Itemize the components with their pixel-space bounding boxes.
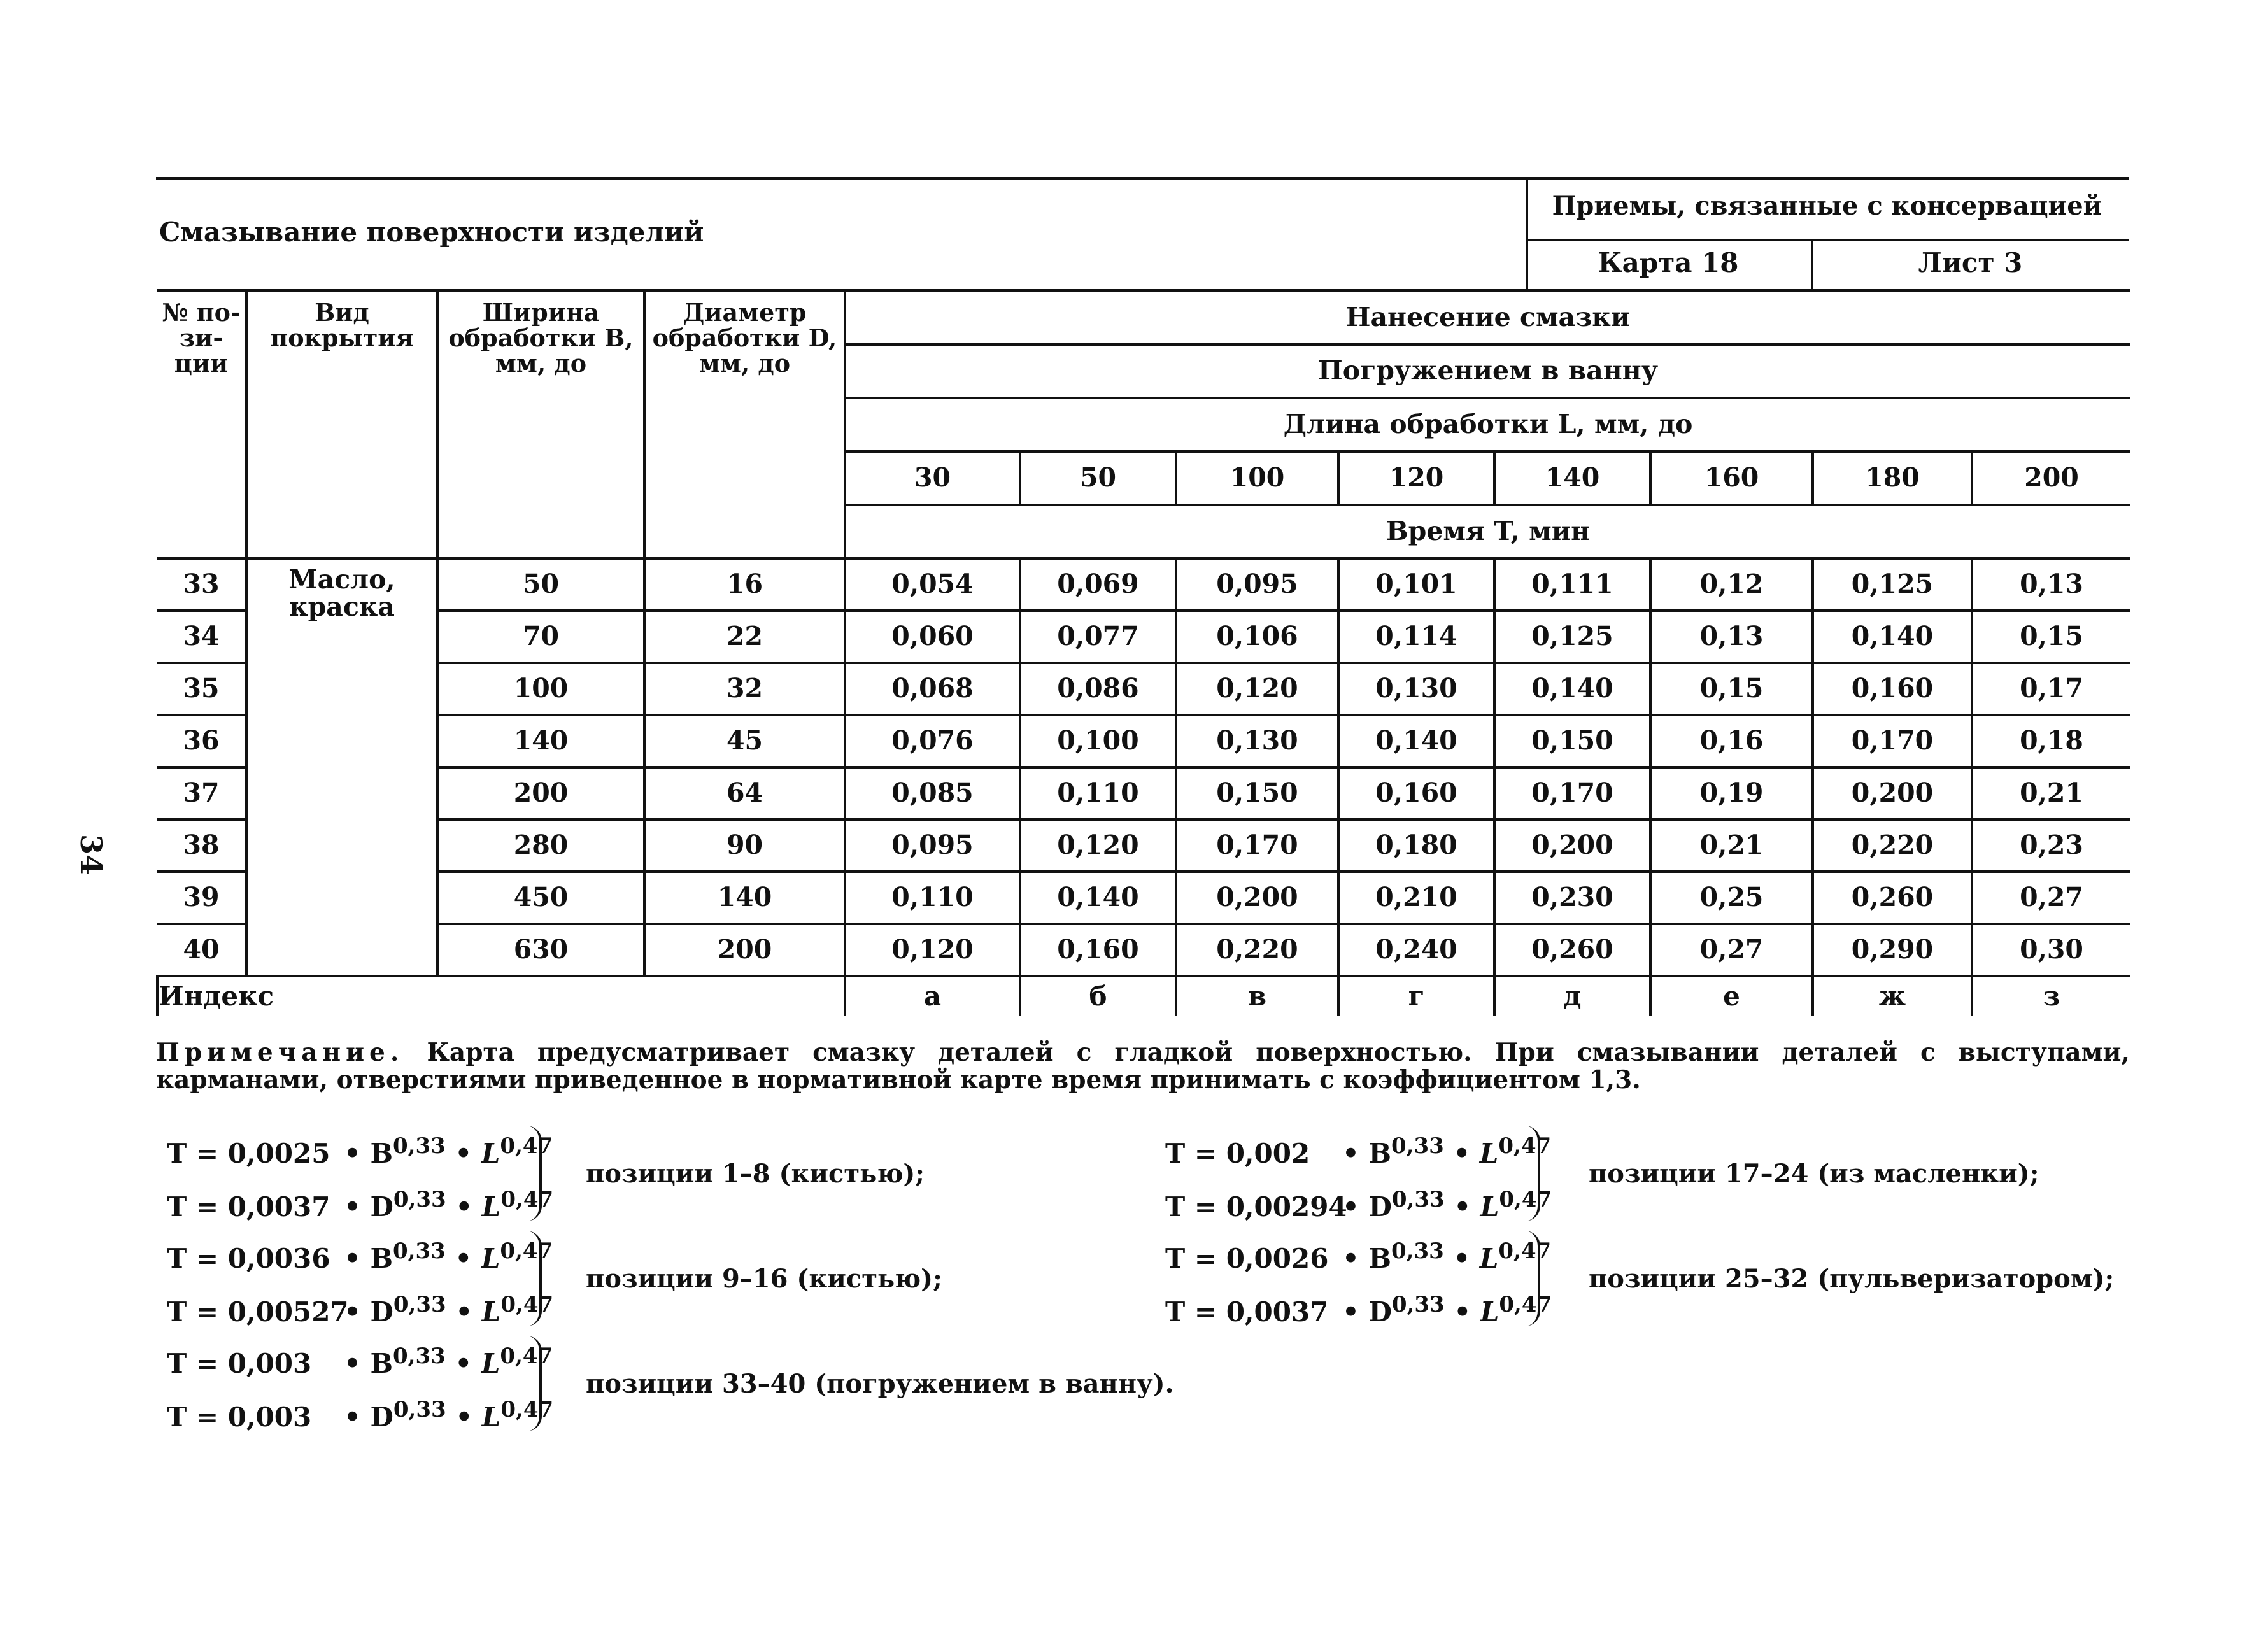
length-header-100: 100 [1176,451,1338,505]
time-cell: 0,120 [1020,819,1176,872]
formula-variables: • D$^{0,33}$ • L$^{0,47}$ [344,1292,554,1328]
index-letter: в [1176,976,1338,1016]
time-cell: 0,125 [1813,558,1972,611]
formula-variables: • B$^{0,33}$ • L$^{0,47}$ [344,1238,553,1274]
time-cell: 0,140 [1338,715,1494,767]
formula-coefficient: T = 0,0025 [167,1138,330,1169]
length-header-160: 160 [1650,451,1813,505]
formula-variables: • D$^{0,33}$ • L$^{0,47}$ [344,1187,554,1222]
time-cell: 0,25 [1650,872,1813,924]
section-title: Приемы, связанные с консервацией [1552,191,2102,221]
time-cell: 0,110 [1020,767,1176,819]
position-cell: 34 [157,611,246,663]
table-row [157,819,2130,872]
formula-variables: • B$^{0,33}$ • L$^{0,47}$ [1342,1238,1552,1274]
index-label: Индекс [157,976,437,1016]
time-cell: 0,160 [1813,663,1972,715]
col-header-length: Длина обработки L, мм, до [845,398,2130,451]
table-row [157,611,2130,663]
length-header-30: 30 [845,451,1020,505]
header-divider [1526,239,2129,241]
time-cell: 0,260 [1494,924,1650,976]
diameter-cell: 90 [644,819,845,872]
time-cell: 0,180 [1338,819,1494,872]
positions-label: позиции 1–8 (кистью); [586,1159,925,1189]
time-cell: 0,21 [1972,767,2130,819]
diameter-cell: 22 [644,611,845,663]
time-cell: 0,290 [1813,924,1972,976]
diameter-cell: 140 [644,872,845,924]
width-cell: 50 [437,558,644,611]
formula [167,1397,553,1433]
length-header-120: 120 [1338,451,1494,505]
positions-label: позиции 17–24 (из масленки); [1589,1159,2039,1189]
time-cell: 0,220 [1813,819,1972,872]
time-cell: 0,086 [1020,663,1176,715]
time-cell: 0,110 [845,872,1020,924]
positions-label: позиции 33–40 (погружением в ванну). [586,1369,1174,1399]
formula-coefficient: T = 0,003 [167,1348,312,1379]
formula [1165,1292,1552,1328]
index-letter: з [1972,976,2130,1016]
time-cell: 0,140 [1494,663,1650,715]
time-cell: 0,27 [1972,872,2130,924]
table-row [157,872,2130,924]
time-cell: 0,060 [845,611,1020,663]
formula-coefficient: T = 0,00527 [167,1296,349,1328]
time-cell: 0,19 [1650,767,1813,819]
time-cell: 0,054 [845,558,1020,611]
time-cell: 0,085 [845,767,1020,819]
time-cell: 0,150 [1176,767,1338,819]
formula-variables: • D$^{0,33}$ • L$^{0,47}$ [1342,1292,1552,1328]
index-spacer [437,976,845,1016]
time-cell: 0,170 [1176,819,1338,872]
page-title: Смазывание поверхности изделий [159,216,704,248]
time-cell: 0,230 [1494,872,1650,924]
formula [167,1238,553,1274]
formula-coefficient: T = 0,0037 [167,1191,330,1222]
time-cell: 0,13 [1972,558,2130,611]
formula-coefficient: T = 0,00294 [1165,1191,1347,1222]
time-cell: 0,120 [845,924,1020,976]
brace-symbol [1525,1231,1540,1326]
col-header-no: № по- зи- ции [157,291,246,559]
time-cell: 0,23 [1972,819,2130,872]
table-row [157,767,2130,819]
note [156,1039,2130,1094]
brace-symbol [527,1336,542,1431]
length-header-140: 140 [1494,451,1650,505]
time-cell: 0,160 [1020,924,1176,976]
header-top-rule [156,177,2129,180]
time-cell: 0,16 [1650,715,1813,767]
positions-label: позиции 25–32 (пульверизатором); [1589,1264,2115,1294]
time-cell: 0,076 [845,715,1020,767]
index-letter: ж [1813,976,1972,1016]
time-cell: 0,30 [1972,924,2130,976]
width-cell: 100 [437,663,644,715]
formula [1165,1133,1551,1169]
position-cell: 40 [157,924,246,976]
index-letter: б [1020,976,1176,1016]
note-text: Карта предусматривает смазку деталей с гладкой поверхностью. При смазывании деталей с выступами, карманами, отверстиями приведенное в нормативной карте время принимать с коэффициентом 1,3. [156,1038,2130,1095]
time-cell: 0,130 [1338,663,1494,715]
formula [167,1133,553,1169]
formula-variables: • D$^{0,33}$ • L$^{0,47}$ [344,1397,554,1433]
formula-coefficient: T = 0,002 [1165,1138,1310,1169]
brace-symbol [527,1126,542,1221]
diameter-cell: 32 [644,663,845,715]
time-cell: 0,21 [1650,819,1813,872]
time-cell: 0,125 [1494,611,1650,663]
brace-symbol [1525,1126,1540,1221]
col-header-coating: Вид покрытия [246,291,437,559]
formula [1165,1238,1551,1274]
time-cell: 0,18 [1972,715,2130,767]
note-label: Примечание. [156,1038,404,1067]
card-number: Карта 18 [1598,247,1739,278]
formula-coefficient: T = 0,0026 [1165,1243,1329,1274]
width-cell: 630 [437,924,644,976]
formula [167,1187,553,1222]
time-cell: 0,068 [845,663,1020,715]
time-cell: 0,13 [1650,611,1813,663]
time-cell: 0,15 [1972,611,2130,663]
page-number: 34 [74,834,108,875]
index-letter: г [1338,976,1494,1016]
formula-coefficient: T = 0,0037 [1165,1296,1329,1328]
time-cell: 0,077 [1020,611,1176,663]
time-cell: 0,17 [1972,663,2130,715]
table-row [157,663,2130,715]
time-cell: 0,114 [1338,611,1494,663]
length-header-200: 200 [1972,451,2130,505]
time-cell: 0,101 [1338,558,1494,611]
col-header-application: Нанесение смазки [845,291,2130,345]
width-cell: 200 [437,767,644,819]
position-cell: 39 [157,872,246,924]
width-cell: 70 [437,611,644,663]
positions-label: позиции 9–16 (кистью); [586,1264,942,1294]
time-cell: 0,095 [845,819,1020,872]
time-cell: 0,210 [1338,872,1494,924]
formula-coefficient: T = 0,0036 [167,1243,330,1274]
col-header-diameter: Диаметр обработки D, мм, до [644,291,845,559]
time-cell: 0,120 [1176,663,1338,715]
formula-variables: • D$^{0,33}$ • L$^{0,47}$ [1342,1187,1552,1222]
width-cell: 280 [437,819,644,872]
formula-coefficient: T = 0,003 [167,1401,312,1433]
formula [167,1292,553,1328]
brace-symbol [527,1231,542,1326]
position-cell: 35 [157,663,246,715]
coating-cell: Масло, краска [246,558,437,976]
time-cell: 0,140 [1813,611,1972,663]
formula-variables: • B$^{0,33}$ • L$^{0,47}$ [344,1343,553,1379]
time-cell: 0,095 [1176,558,1338,611]
time-cell: 0,15 [1650,663,1813,715]
index-letter: е [1650,976,1813,1016]
time-cell: 0,130 [1176,715,1338,767]
col-header-width: Ширина обработки B, мм, до [437,291,644,559]
formula [167,1343,553,1379]
diameter-cell: 200 [644,924,845,976]
diameter-cell: 45 [644,715,845,767]
diameter-cell: 16 [644,558,845,611]
formula [1165,1187,1552,1222]
time-cell: 0,200 [1813,767,1972,819]
index-letter: а [845,976,1020,1016]
col-header-time: Время T, мин [845,505,2130,558]
sheet-number: Лист 3 [1918,247,2023,278]
position-cell: 36 [157,715,246,767]
time-cell: 0,12 [1650,558,1813,611]
formula-variables: • B$^{0,33}$ • L$^{0,47}$ [344,1133,553,1169]
position-cell: 33 [157,558,246,611]
table-row [157,924,2130,976]
time-cell: 0,170 [1494,767,1650,819]
time-cell: 0,100 [1020,715,1176,767]
time-cell: 0,111 [1494,558,1650,611]
time-cell: 0,200 [1176,872,1338,924]
time-cell: 0,160 [1338,767,1494,819]
time-cell: 0,140 [1020,872,1176,924]
time-cell: 0,069 [1020,558,1176,611]
position-cell: 38 [157,819,246,872]
table-row [157,558,2130,611]
index-letter: д [1494,976,1650,1016]
time-cell: 0,200 [1494,819,1650,872]
width-cell: 140 [437,715,644,767]
position-cell: 37 [157,767,246,819]
time-cell: 0,150 [1494,715,1650,767]
col-header-method: Погружением в ванну [845,344,2130,398]
time-cell: 0,170 [1813,715,1972,767]
time-cell: 0,220 [1176,924,1338,976]
time-cell: 0,106 [1176,611,1338,663]
time-cell: 0,260 [1813,872,1972,924]
length-header-180: 180 [1813,451,1972,505]
length-header-50: 50 [1020,451,1176,505]
width-cell: 450 [437,872,644,924]
formula-variables: • B$^{0,33}$ • L$^{0,47}$ [1342,1133,1552,1169]
time-norms-table [156,289,2130,1016]
diameter-cell: 64 [644,767,845,819]
time-cell: 0,240 [1338,924,1494,976]
table-row [157,715,2130,767]
time-cell: 0,27 [1650,924,1813,976]
